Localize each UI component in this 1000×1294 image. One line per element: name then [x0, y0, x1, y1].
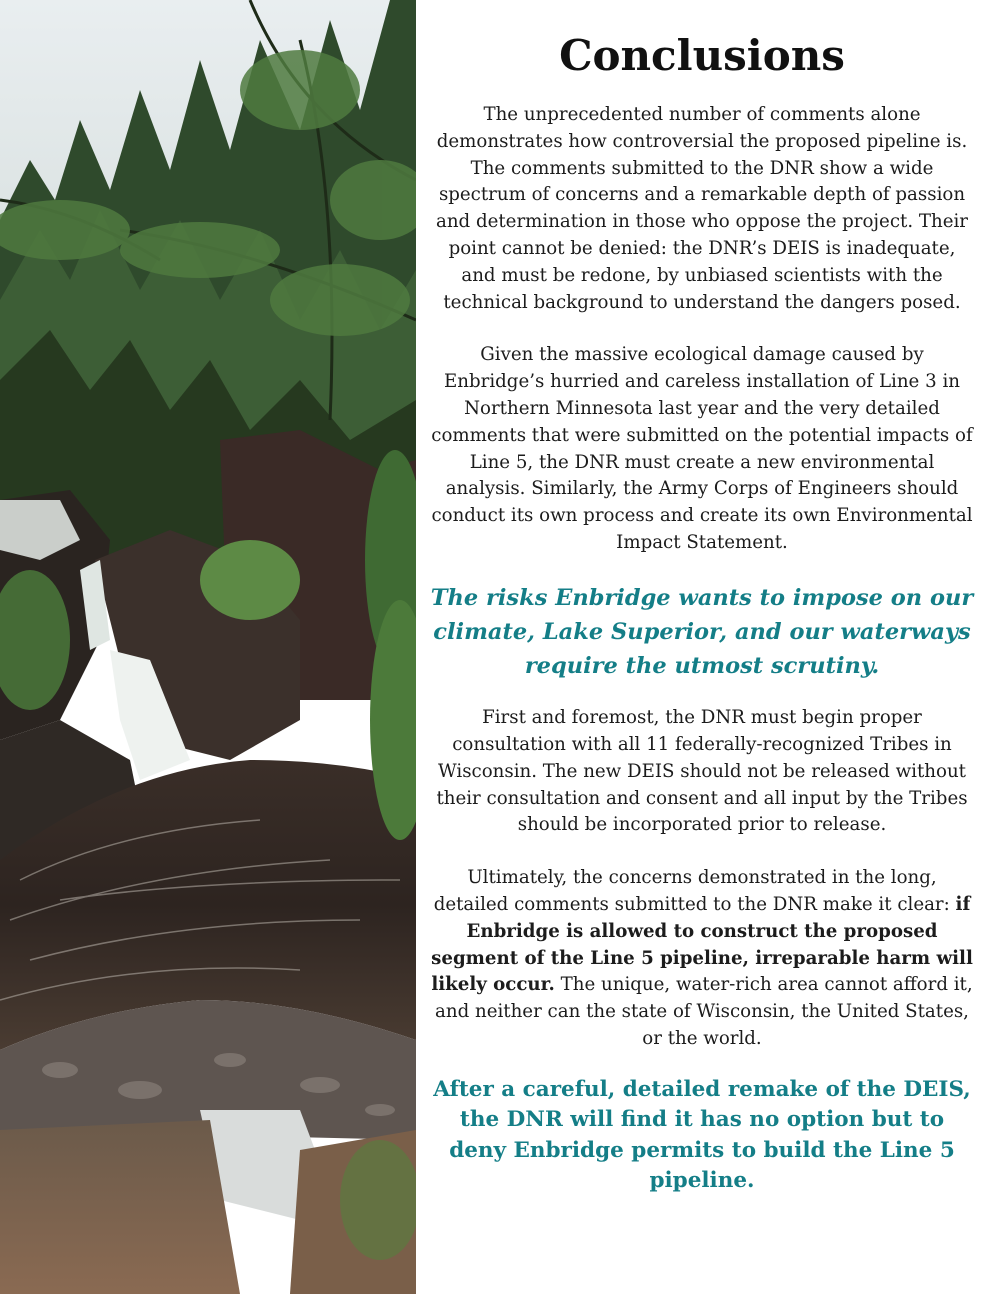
- paragraph-irreparable-harm: [430, 865, 974, 1053]
- closing-statement: After a careful, detailed remake of the DEIS, the DNR will find it has no option but to deny Enbridge permits to build the Line 5 pipeline.: [433, 1076, 971, 1194]
- paragraph-comments-controversy: The unprecedented number of comments alone demonstrates how controversial the proposed pipeline is. The comments submitted to the DNR show a wide spectrum of concerns and a remarkable depth of passion and determination in those who oppose the project. Their point cannot be denied: the DNR’s DEIS is inadequate, and must be redone, by unbiased scientists with the technical background to understand the dangers posed.: [435, 104, 968, 313]
- conclusions-text-column: [430, 0, 974, 1294]
- callout-utmost-scrutiny: The risks Enbridge wants to impose on our climate, Lake Superior, and our waterways require the utmost scrutiny.: [430, 584, 974, 679]
- waterfall-photo: [0, 0, 416, 1294]
- paragraph-lead-text: Ultimately, the concerns demonstrated in the long, detailed comments submitted to the DNR make it clear:: [433, 867, 956, 916]
- page-title: Conclusions: [559, 31, 845, 80]
- paragraph-new-environmental-analysis: Given the massive ecological damage caused by Enbridge’s hurried and careless installation of Line 3 in Northern Minnesota last year and the very detailed comments that were submitted on the potential impacts of Line 5, the DNR must create a new environmental analysis. Similarly, the Army Corps of Engineers should conduct its own process and create its own Environmental Impact Statement.: [431, 344, 973, 553]
- emphasis-text: if Enbridge is allowed to construct the proposed segment of the Line 5 pipeline, irreparable harm will likely occur.: [431, 894, 973, 996]
- paragraph-tribal-consultation: First and foremost, the DNR must begin proper consultation with all 11 federally-recognized Tribes in Wisconsin. The new DEIS should not be released without their consultation and consent and all input by the Tribes should be incorporated prior to release.: [436, 707, 968, 836]
- paragraph-tail-text: The unique, water-rich area cannot afford it, and neither can the state of Wisconsin, the United States, or the world.: [435, 974, 973, 1050]
